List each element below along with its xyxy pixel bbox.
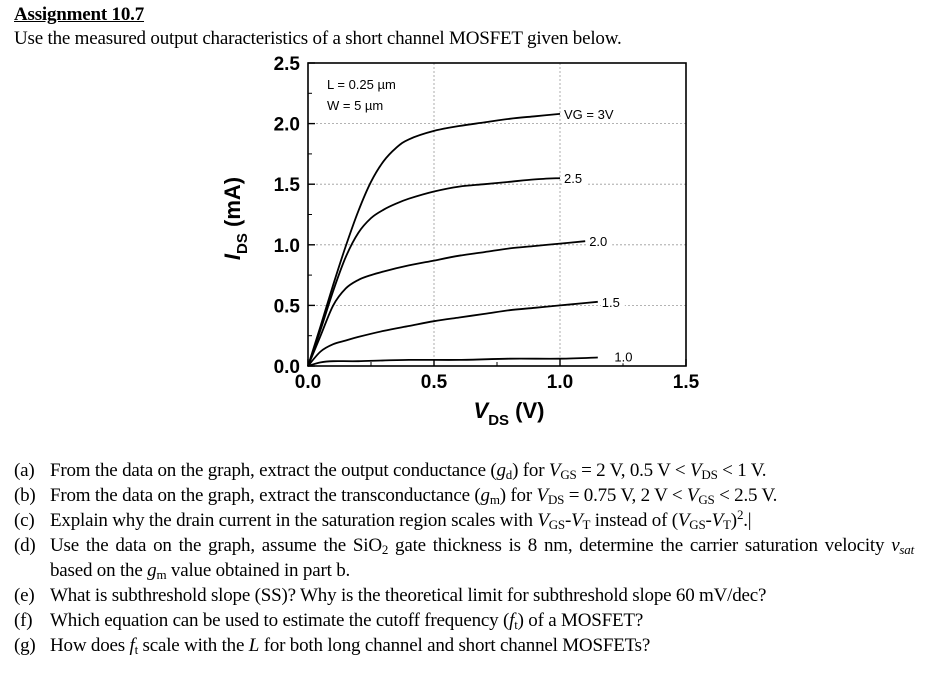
text-run: v [891,535,900,556]
y-tick-label: 2.5 [273,54,300,75]
y-tick-label: 0.0 [273,357,300,378]
question-text [50,633,914,658]
text-run: From the data on the graph, extract the output conductance ( [50,460,497,481]
question-item [14,483,914,508]
question-item [14,583,914,608]
series-label-1: 2.5 [564,171,583,187]
y-axis-label-sub: DS [234,233,251,254]
question-label: (f) [14,610,33,631]
question-item [14,458,914,483]
text-run: Use the data on the graph, assume the SiO [50,535,382,556]
subscript: GS [548,517,565,532]
text-run: Which equation can be used to estimate the cutoff frequency ( [50,610,510,631]
question-text [50,583,914,608]
x-axis-label [474,398,545,429]
text-run: ) of a MOSFET? [517,610,644,631]
subscript: m [156,567,167,582]
question-item [14,608,914,633]
subscript: GS [689,517,706,532]
text-run: What is subthreshold slope (SS)? Why is the theoretical limit for subthreshold slope 60 mV/dec? [50,585,767,606]
question-label: (b) [14,485,36,506]
question-item [14,633,914,658]
text-run: V [711,510,724,531]
text-run: How does [50,635,130,656]
subscript: GS [698,492,715,507]
text-run: V [536,485,548,506]
question-item [14,533,914,583]
text-run: instead of ( [590,510,678,531]
x-tick-label: 1.0 [546,372,574,393]
y-tick-label: 1.5 [273,175,300,197]
text-run: f [129,635,135,656]
y-tick-label: 0.5 [273,296,300,318]
text-run: g [480,485,490,506]
subscript: DS [701,467,718,482]
series-curve-3 [308,302,598,366]
x-axis-label-unit: (V) [509,398,545,423]
text-run: value obtained in part b. [166,560,351,581]
series-label-2: 2.0 [589,234,608,250]
y-tick-label: 2.0 [273,114,300,136]
text-run: From the data on the graph, extract the transconductance ( [50,485,481,506]
y-axis-label-main: I [220,253,245,261]
question-text [50,533,914,583]
question-list [14,458,914,658]
subscript: d [505,467,513,482]
text-run: = 0.75 V, 2 V < [564,485,687,506]
series-curves [308,114,598,366]
subscript: T [582,517,591,532]
superscript: 2 [736,507,744,522]
question-text [50,608,914,633]
question-label: (e) [14,585,35,606]
text-run: for both long channel and short channel MOSFETs? [259,635,651,656]
assignment-intro: Use the measured output characteristics of a short channel MOSFET given below. [14,28,622,49]
subscript: t [514,617,518,632]
subscript: T [723,517,731,532]
text-run: based on the [50,560,148,581]
x-axis-label-sub: DS [488,412,510,429]
text-run: = 2 V, 0.5 V < [576,460,690,481]
series-labels [563,107,637,364]
x-tick-label: 0.5 [420,372,448,393]
x-tick-label: 0.0 [294,372,322,393]
question-item [14,508,914,533]
subscript: sat [899,542,914,557]
text-run: scale with the [138,635,249,656]
subscript: m [489,492,500,507]
text-run: ) [730,510,737,531]
text-run: - [705,510,712,531]
x-tick-label: 1.5 [672,372,700,393]
question-label: (d) [14,535,36,556]
subscript: t [134,642,138,657]
annotation-channel-length: L = 0.25 µm [327,77,396,92]
y-axis-label [220,177,251,260]
text-run: < 1 V. [717,460,767,481]
text-run: < 2.5 V. [714,485,778,506]
text-run: V [548,460,561,481]
text-run: V [571,510,583,531]
text-run: V [689,460,702,481]
text-run: .| [743,510,752,531]
question-label: (c) [14,510,35,531]
series-curve-4 [308,358,598,367]
question-text [50,508,914,533]
text-run: f [509,610,515,631]
series-label-4: 1.0 [614,349,633,365]
subscript: GS [560,467,577,482]
text-run: V [677,510,690,531]
text-run: V [686,485,699,506]
subscript: 2 [381,542,389,557]
text-run: Explain why the drain current in the saturation region scales with [50,510,538,531]
assignment-title: Assignment 10.7 [14,4,145,25]
question-text [50,483,914,508]
series-curve-2 [308,241,585,366]
series-label-3: 1.5 [601,294,620,310]
text-run: g [496,460,506,481]
text-run: ) for [499,485,537,506]
series-label-0: VG = 3V [564,106,614,122]
text-run: gate thickness is 8 nm, determine the carrier saturation velocity [388,535,892,556]
text-run: ) for [512,460,549,481]
text-run: L [248,635,260,656]
question-label: (g) [14,635,36,656]
y-axis-label-unit: (mA) [220,176,245,234]
x-axis-label-main: V [473,398,489,423]
text-run: - [564,510,572,531]
y-tick-label: 1.0 [273,235,300,257]
subscript: DS [547,492,565,507]
text-run: V [537,510,549,531]
annotation-channel-width: W = 5 µm [327,98,384,113]
question-text [50,458,914,483]
text-run: g [147,560,157,581]
question-label: (a) [14,460,35,481]
